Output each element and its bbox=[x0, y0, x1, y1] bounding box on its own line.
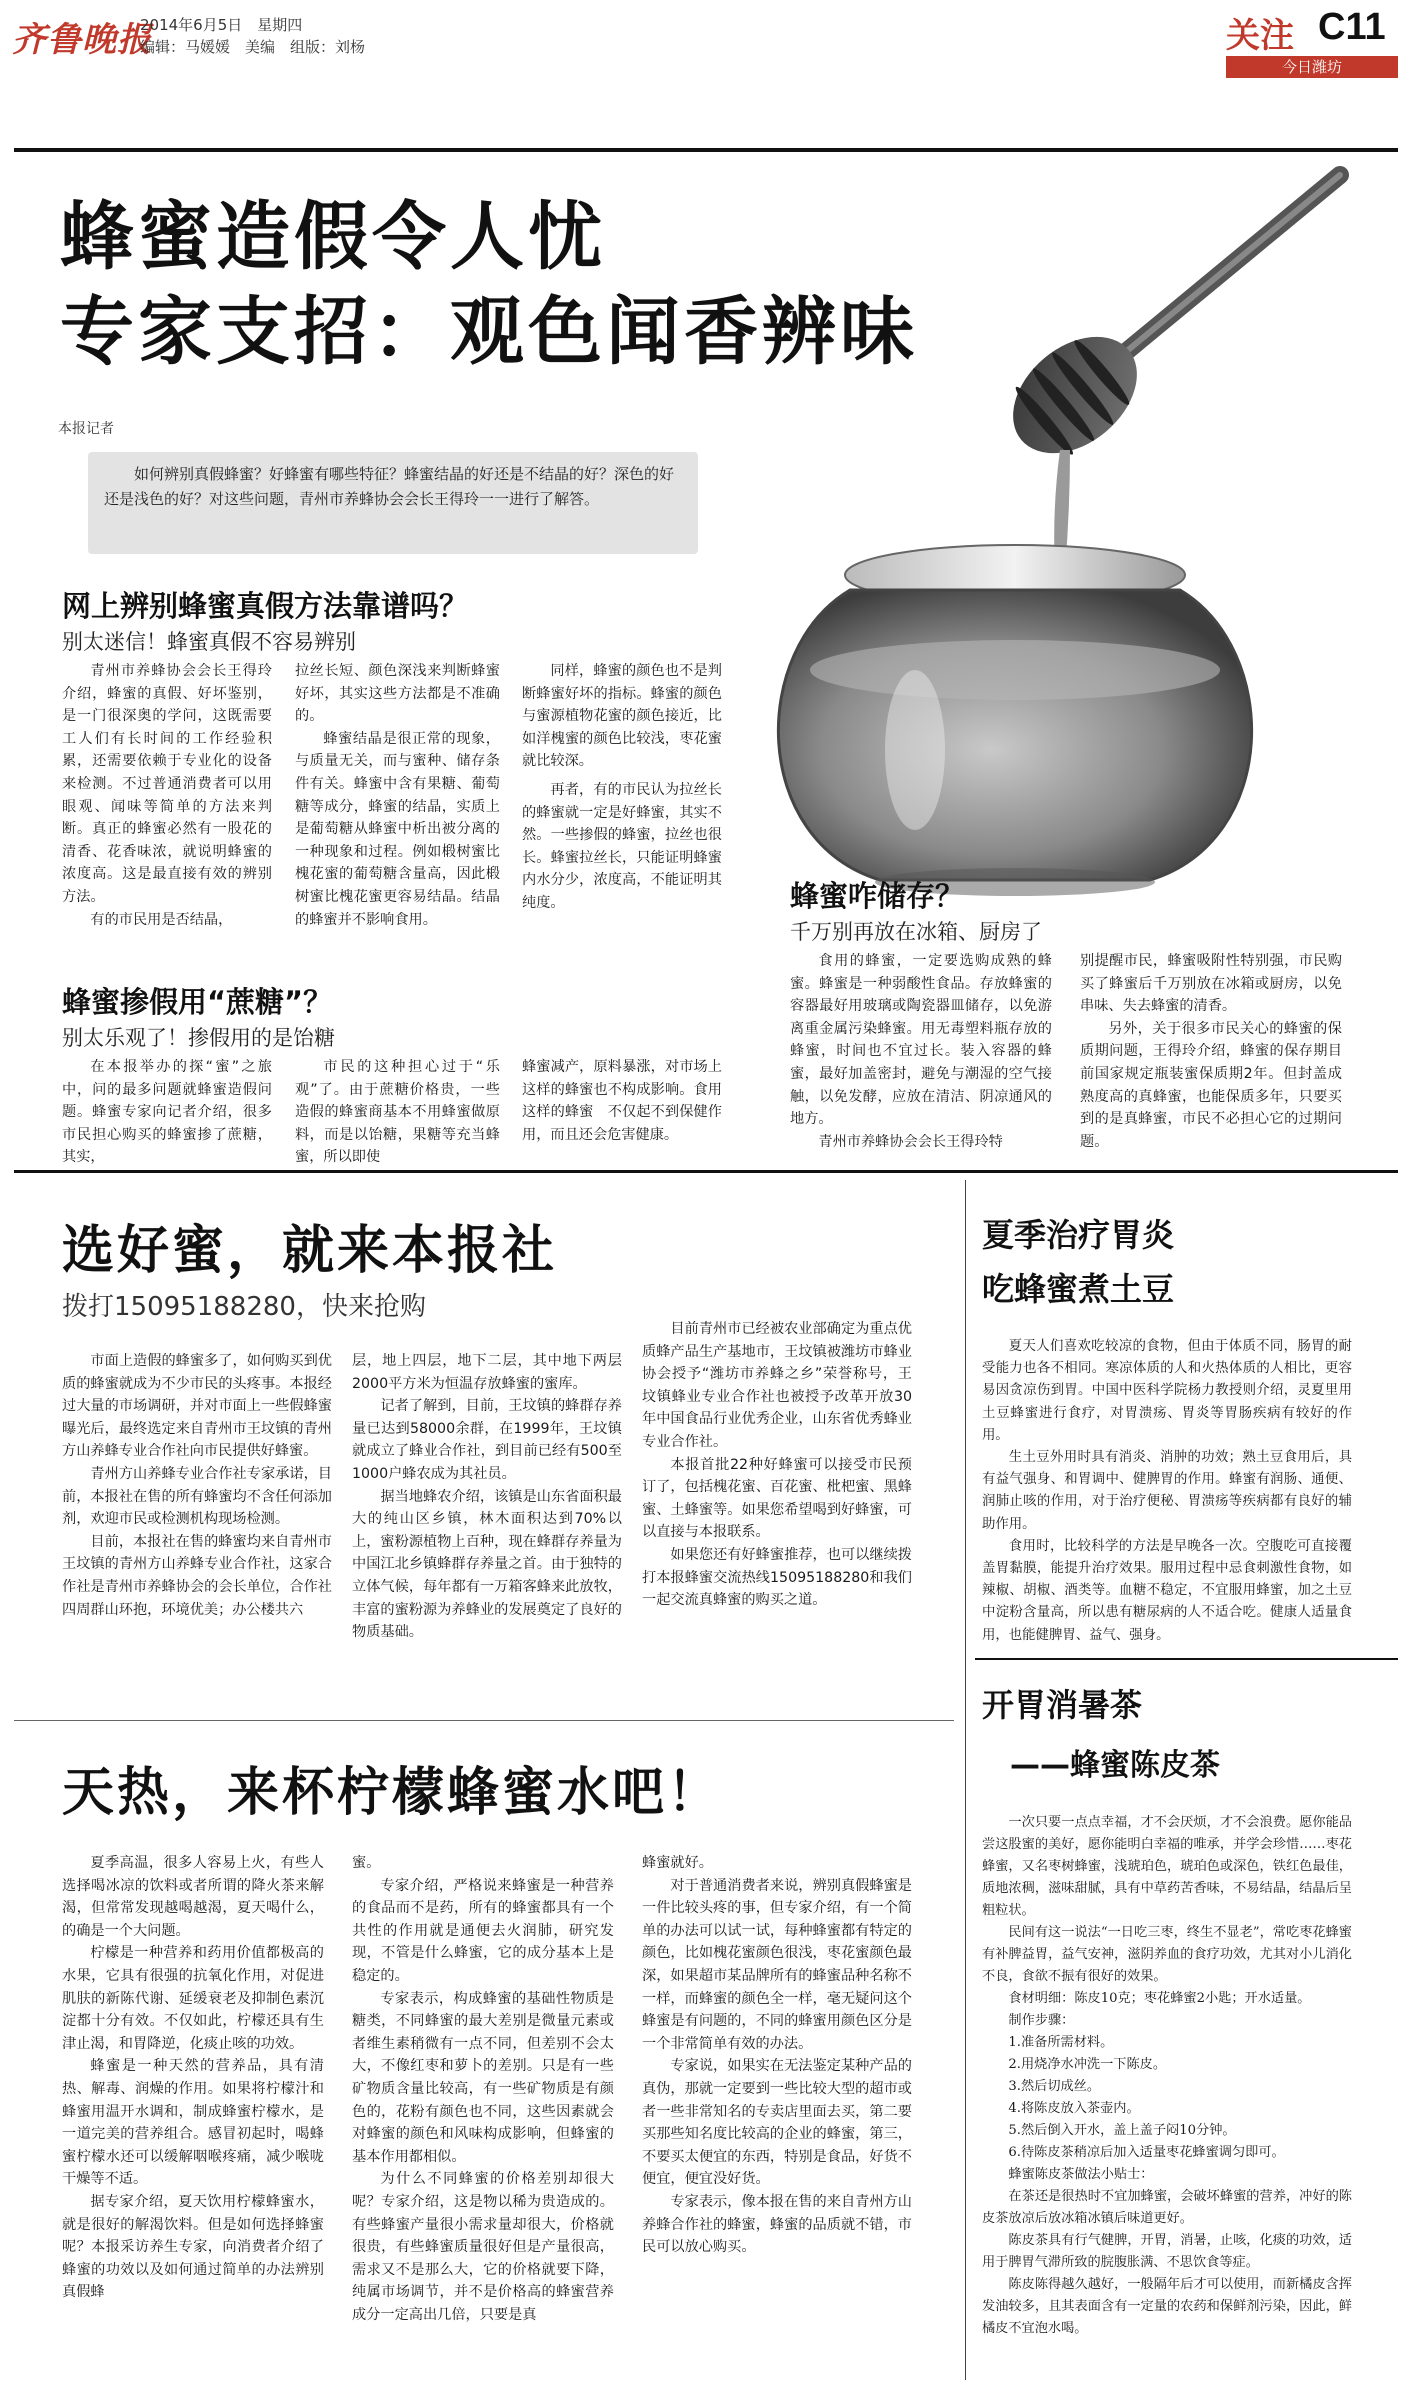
paragraph: 记者了解到，目前，王坟镇的蜂群存养量已达到58000余群，在1999年，王坟镇就成立了蜂业合作社，到目前已经有500至1000户蜂农成为其社员。 bbox=[352, 1398, 622, 1482]
paragraph: 制作步骤： bbox=[1008, 2013, 1075, 2028]
paragraph: 青州方山养蜂专业合作社专家承诺，目前，本报社在售的所有蜂蜜均不含任何添加剂，欢迎市民或检测机构现场检测。 bbox=[62, 1465, 332, 1528]
paragraph: 为什么不同蜂蜜的价格差别却很大呢？专家介绍，这是物以稀为贵造成的。有些蜂蜜产量很小需求量却很大，价格就很贵，有些蜂蜜质量很好但是产量很高，需求又不是那么大，它的价格就要下降，纯属市场调节，并不是价格高的蜂蜜营养成分一定高出几倍，只要是真 bbox=[352, 2171, 614, 2323]
paragraph: 蜜。 bbox=[352, 1855, 381, 1871]
paragraph: 有的市民用是否结晶， bbox=[90, 911, 233, 928]
paragraph: 据当地蜂农介绍，该镇是山东省面积最大的纯山区乡镇，林木面积达到70%以上，蜜粉源植物上百种，现在蜂群存养量为中国江北乡镇蜂群存养量之首。由于独特的立体气候，每年都有一万箱客蜂来此放牧，丰富的蜜粉源为养蜂业的发展奠定了良好的物质基础。 bbox=[352, 1488, 622, 1641]
sec3-col1 bbox=[790, 950, 1052, 1153]
paragraph: 蜂蜜减产，原料暴涨，对市场上这样的蜂蜜也不构成影响。食用这样的蜂蜜 不仅起不到保健作用，而且还会危害健康。 bbox=[522, 1059, 722, 1143]
sec5-col1 bbox=[62, 1852, 324, 2304]
intro-box bbox=[88, 452, 698, 554]
paragraph: 青州市养蜂协会会长王得玲特 bbox=[818, 1133, 1003, 1150]
sec2-col2 bbox=[295, 1056, 500, 1169]
paragraph: 陈皮陈得越久越好，一般隔年后才可以使用，而新橘皮含挥发油较多，且其表面含有一定量的农药和保鲜剂污染，因此，鲜橘皮不宜泡水喝。 bbox=[982, 2277, 1352, 2336]
side1-title-line1: 夏季治疗胃炎 bbox=[982, 1216, 1175, 1254]
paragraph: 目前青州市已经被农业部确定为重点优质蜂产品生产基地市，王坟镇被潍坊市蜂业协会授予“潍坊市养蜂之乡”荣誉称号，王坟镇蜂业专业合作社也被授予改革开放30年中国食品行业优秀企业，山东省优秀蜂业专业合作社。 bbox=[642, 1321, 912, 1450]
sec1-title: 网上辨别蜂蜜真假方法靠谱吗？ bbox=[62, 589, 469, 623]
sec4-col2 bbox=[352, 1350, 622, 1644]
paragraph: 另外，关于很多市民关心的蜂蜜的保质期问题，王得玲介绍，蜂蜜的保存期目前国家规定瓶装蜜保质期2年。但封盖成熟度高的真蜂蜜，也能保质多年，只要买到的是真蜂蜜，市民不必担心它的过期问题。 bbox=[1080, 1020, 1342, 1150]
paragraph: 对于普通消费者来说，辨别真假蜂蜜是一件比较头疼的事，但专家介绍，有一个简单的办法可以试一试，每种蜂蜜都有特定的颜色，比如槐花蜜颜色很浅，枣花蜜颜色最深，如果超市某品牌所有的蜂蜜品种名称不一样，而蜂蜜的颜色全一样，毫无疑问这个蜂蜜是有问题的，不同的蜂蜜用颜色区分是一个非常简单有效的办法。 bbox=[642, 1877, 912, 2052]
paragraph: 青州市养蜂协会会长王得玲介绍，蜂蜜的真假、好坏鉴别，是一门很深奥的学问，这既需要工人们有长时间的工作经验积累，还需要依赖于专业化的设备来检测。不过普通消费者可以用眼观、闻味等简单的方法来判断。真正的蜂蜜必然有一股花的清香、花香味浓，就说明蜂蜜的浓度高。这是最直接有效的辨别方法。 bbox=[62, 663, 272, 905]
paragraph: 专家说，如果实在无法鉴定某种产品的真伪，那就一定要到一些比较大型的超市或者一些非常知名的专卖店里面去买，第二要买那些知名度比较高的企业的蜂蜜，第三，不要买太便宜的东西，特别是食品，好货不便宜，便宜没好货。 bbox=[642, 2058, 912, 2188]
sec3-col2 bbox=[1080, 950, 1342, 1153]
masthead bbox=[0, 0, 1409, 150]
recipe-step: 5.然后倒入开水，盖上盖子闷10分钟。 bbox=[1008, 2123, 1236, 2138]
sec1-col3 bbox=[522, 660, 722, 915]
paragraph: 目前，本报社在售的蜂蜜均来自青州市王坟镇的青州方山养蜂专业合作社，这家合作社是青州市养蜂协会的会长单位，合作社四周群山环抱，环境优美；办公楼共六 bbox=[62, 1533, 332, 1618]
recipe-step: 4.将陈皮放入茶壶内。 bbox=[1008, 2101, 1140, 2116]
page-number: C11 bbox=[1318, 6, 1386, 48]
main-headline-line2: 专家支招：观色闻香辨味 bbox=[60, 289, 918, 375]
paragraph: 柠檬是一种营养和药用价值都极高的水果，它具有很强的抗氧化作用，对促进肌肤的新陈代谢、延缓衰老及抑制色素沉淀都十分有效。不仅如此，柠檬还具有生津止渴，和胃降逆，化痰止咳的功效。 bbox=[62, 1945, 324, 2052]
recipe-step: 1.准备所需材料。 bbox=[1008, 2035, 1114, 2050]
paragraph: 蜂蜜结晶是很正常的现象，与质量无关，而与蜜种、储存条件有关。蜂蜜中含有果糖、葡萄糖等成分，蜂蜜的结晶，实质上是葡萄糖从蜂蜜中析出被分离的一种现象和过程。例如椴树蜜比槐花蜜的葡萄糖含量高，因此椴树蜜比槐花蜜更容易结晶。结晶的蜂蜜并不影响食用。 bbox=[295, 730, 500, 928]
paragraph: 再者，有的市民认为拉丝长的蜂蜜就一定是好蜂蜜，其实不然。一些掺假的蜂蜜，拉丝也很长。蜂蜜拉丝长，只能证明蜂蜜内水分少，浓度高，不能证明其纯度。 bbox=[522, 781, 722, 911]
paragraph: 食用的蜂蜜，一定要选购成熟的蜂蜜。蜂蜜是一种弱酸性食品。存放蜂蜜的容器最好用玻璃或陶瓷器皿储存，以免游离重金属污染蜂蜜。用无毒塑料瓶存放的蜂蜜，时间也不宜过长。装入容器的蜂蜜，最好加盖密封，避免与潮湿的空气接触，以免发酵，应放在清洁、阴凉通风的地方。 bbox=[790, 953, 1052, 1128]
section-divider bbox=[975, 1658, 1398, 1660]
side1-body bbox=[982, 1336, 1352, 1647]
honey-jar-image bbox=[730, 150, 1400, 920]
editor-line: 编辑：马媛媛 美编 组版：刘杨 bbox=[140, 38, 366, 56]
recipe-steps bbox=[982, 2032, 1352, 2164]
paragraph: 市民的这种担心过于“乐观”了。由于蔗糖价格贵，一些造假的蜂蜜商基本不用蜂蜜做原料，而是以饴糖，果糖等充当蜂蜜，所以即使 bbox=[295, 1059, 500, 1166]
sec5-title: 天热，来杯柠檬蜂蜜水吧！ bbox=[62, 1762, 723, 1823]
sec2-col1 bbox=[62, 1056, 272, 1169]
sec1-subtitle: 别太迷信！蜂蜜真假不容易辨别 bbox=[62, 630, 356, 654]
side2-subtitle: ——蜂蜜陈皮茶 bbox=[1010, 1748, 1220, 1783]
sec4-col1 bbox=[62, 1350, 332, 1621]
paragraph: 别提醒市民，蜂蜜吸附性特别强，市民购买了蜂蜜后千万别放在冰箱或厨房，以免串味、失去蜂蜜的清香。 bbox=[1080, 953, 1342, 1015]
paragraph: 民间有这一说法“一日吃三枣，终生不显老”，常吃枣花蜂蜜有补脾益胃，益气安神，滋阴养血的食疗功效，尤其对小儿消化不良，食欲不振有很好的效果。 bbox=[982, 1925, 1352, 1984]
paragraph: 生土豆外用时具有消炎、消肿的功效；熟土豆食用后，具有益气强身、和胃调中、健脾胃的作用。蜂蜜有润肠、通便、润肺止咳的作用，对于治疗便秘、胃溃疡等疾病都有良好的辅助作用。 bbox=[982, 1450, 1352, 1532]
paragraph: 专家表示，像本报在售的来自青州方山养蜂合作社的蜂蜜，蜂蜜的品质就不错，市民可以放心购买。 bbox=[642, 2193, 912, 2256]
sec2-title: 蜂蜜掺假用“蔗糖”？ bbox=[62, 985, 333, 1019]
column-divider bbox=[965, 1180, 966, 2380]
newspaper-logo: 齐鲁晚报 bbox=[12, 20, 152, 60]
paragraph: 食用时，比较科学的方法是早晚各一次。空腹吃可直接覆盖胃黏膜，能提升治疗效果。服用过程中忌食刺激性食物，如辣椒、胡椒、酒类等。血糖不稳定，不宜服用蜂蜜，加之土豆中淀粉含量高，所以患有糖尿病的人不适合吃。健康人适量食用，也能健脾胃、益气、强身。 bbox=[982, 1538, 1352, 1643]
paragraph: 蜂蜜是一种天然的营养品，具有清热、解毒、润燥的作用。如果将柠檬汁和蜂蜜用温开水调和，制成蜂蜜柠檬水，是一道完美的营养组合。感冒初起时，喝蜂蜜柠檬水还可以缓解咽喉疼痛，减少喉咙干燥等不适。 bbox=[62, 2058, 324, 2188]
paragraph: 食材明细：陈皮10克；枣花蜂蜜2小匙；开水适量。 bbox=[1008, 1991, 1311, 2006]
main-headline-line1: 蜂蜜造假令人忧 bbox=[60, 194, 606, 280]
section-divider bbox=[14, 1170, 1398, 1173]
paragraph: 本报首批22种好蜂蜜可以接受市民预订了，包括槐花蜜、百花蜜、枇杷蜜、黑蜂蜜、土蜂蜜等。如果您希望喝到好蜂蜜，可以直接与本报联系。 bbox=[642, 1456, 912, 1541]
recipe-step: 3.然后切成丝。 bbox=[1008, 2079, 1101, 2094]
side1-title-line2: 吃蜂蜜煮土豆 bbox=[982, 1270, 1175, 1308]
sec4-title: 选好蜜，就来本报社 bbox=[62, 1220, 558, 1281]
paragraph: 在茶还是很热时不宜加蜂蜜，会破坏蜂蜜的营养，冲好的陈皮茶放凉后放冰箱冰镇后味道更好。 bbox=[982, 2189, 1352, 2226]
sec2-col3 bbox=[522, 1056, 722, 1146]
tips-title: 蜂蜜陈皮茶做法小贴士： bbox=[1008, 2167, 1154, 2182]
paragraph: 市面上造假的蜂蜜多了，如何购买到优质的蜂蜜就成为不少市民的头疼事。本报经过大量的市场调研，并对市面上一些假蜂蜜曝光后，最终选定来自青州市王坟镇的青州方山养蜂专业合作社向市民提供好蜂蜜。 bbox=[62, 1353, 332, 1460]
sec2-subtitle: 别太乐观了！掺假用的是饴糖 bbox=[62, 1026, 335, 1050]
byline: 本报记者 bbox=[58, 421, 114, 437]
paragraph: 在本报举办的探“蜜”之旅中，问的最多问题就蜂蜜造假问题。蜂蜜专家向记者介绍，很多市民担心购买的蜂蜜掺了蔗糖，其实， bbox=[62, 1059, 272, 1166]
paragraph: 专家表示，构成蜂蜜的基础性物质是糖类，不同蜂蜜的最大差别是微量元素或者维生素稍微有一点不同，但差别不会太大，不像红枣和萝卜的差别。只是有一些矿物质含量比较高，有一些矿物质是有颜色的，花粉有颜色也不同，这些因素就会对蜂蜜的颜色和风味构成影响，但蜂蜜的基本作用都相似。 bbox=[352, 1990, 614, 2165]
paragraph: 拉丝长短、颜色深浅来判断蜂蜜好坏，其实这些方法都是不准确的。 bbox=[295, 663, 500, 725]
sec4-col3 bbox=[642, 1318, 912, 1612]
paragraph: 蜂蜜就好。 bbox=[642, 1855, 713, 1871]
sec4-subtitle: 拨打15095188280，快来抢购 bbox=[62, 1292, 426, 1322]
paragraph: 如果您还有好蜂蜜推荐，也可以继续拨打本报蜂蜜交流热线15095188280和我们一起交流真蜂蜜的购买之道。 bbox=[642, 1546, 912, 1609]
recipe-step: 2.用烧净水冲洗一下陈皮。 bbox=[1008, 2057, 1167, 2072]
paragraph: 同样，蜂蜜的颜色也不是判断蜂蜜好坏的指标。蜂蜜的颜色与蜜源植物花蜜的颜色接近，比如洋槐蜜的颜色比较浅，枣花蜜就比较深。 bbox=[522, 663, 722, 770]
side2-title: 开胃消暑茶 bbox=[982, 1686, 1143, 1724]
sec5-col2 bbox=[352, 1852, 614, 2326]
paragraph: 一次只要一点点幸福，才不会厌烦，才不会浪费。愿你能品尝这股蜜的美好，愿你能明白幸福的唯承，并学会珍惜……枣花蜂蜜，又名枣树蜂蜜，浅琥珀色，琥珀色或深色，铁红色最佳，质地浓稠，滋味甜腻，具有中草药苦香味，不易结晶，结晶后呈粗粒状。 bbox=[982, 1815, 1352, 1918]
sec5-col3 bbox=[642, 1852, 912, 2259]
intro-text: 如何辨别真假蜂蜜？好蜂蜜有哪些特征？蜂蜜结晶的好还是不结晶的好？深色的好还是浅色的好？对这些问题，青州市养蜂协会会长王得玲一一进行了解答。 bbox=[104, 465, 675, 508]
paragraph: 夏天人们喜欢吃较凉的食物，但由于体质不同，肠胃的耐受能力也各不相同。寒凉体质的人和火热体质的人相比，更容易因贪凉伤到胃。中国中医科学院杨力教授则介绍，灵夏里用土豆蜂蜜进行食疗，对胃溃疡、胃炎等胃肠疾病有较好的作用。 bbox=[982, 1339, 1352, 1443]
sec1-col2 bbox=[295, 660, 500, 931]
paragraph: 层，地上四层，地下二层，其中地下两层2000平方米为恒温存放蜂蜜的蜜库。 bbox=[352, 1353, 622, 1392]
sec1-col1 bbox=[62, 660, 272, 931]
paragraph: 陈皮茶具有行气健脾，开胃，消暑，止咳，化痰的功效，适用于脾胃气滞所致的脘腹胀满、不思饮食等症。 bbox=[982, 2233, 1352, 2270]
region-label: 今日潍坊 bbox=[1226, 56, 1398, 78]
date-line: 2014年6月5日 星期四 bbox=[140, 16, 303, 34]
paragraph: 夏季高温，很多人容易上火，有些人选择喝冰凉的饮料或者所谓的降火茶来解渴，但常常发现越喝越渴，夏天喝什么，的确是一个大问题。 bbox=[62, 1855, 324, 1939]
section-divider bbox=[14, 1720, 954, 1721]
section-label: 关注 bbox=[1226, 16, 1294, 56]
side2-body bbox=[982, 1812, 1352, 2340]
paragraph: 据专家介绍，夏天饮用柠檬蜂蜜水，就是很好的解渴饮料。但是如何选择蜂蜜呢？本报采访养生专家，向消费者介绍了蜂蜜的功效以及如何通过简单的办法辨别真假蜂 bbox=[62, 2193, 324, 2301]
sec3-title: 蜂蜜咋储存？ bbox=[790, 879, 965, 913]
sec3-subtitle: 千万别再放在冰箱、厨房了 bbox=[790, 920, 1042, 944]
recipe-step: 6.待陈皮茶稍凉后加入适量枣花蜂蜜调匀即可。 bbox=[1008, 2145, 1285, 2160]
paragraph: 专家介绍，严格说来蜂蜜是一种营养的食品而不是药，所有的蜂蜜都具有一个共性的作用就是通便去火润肺，研究发现，不管是什么蜂蜜，它的成分基本上是稳定的。 bbox=[352, 1877, 614, 1984]
